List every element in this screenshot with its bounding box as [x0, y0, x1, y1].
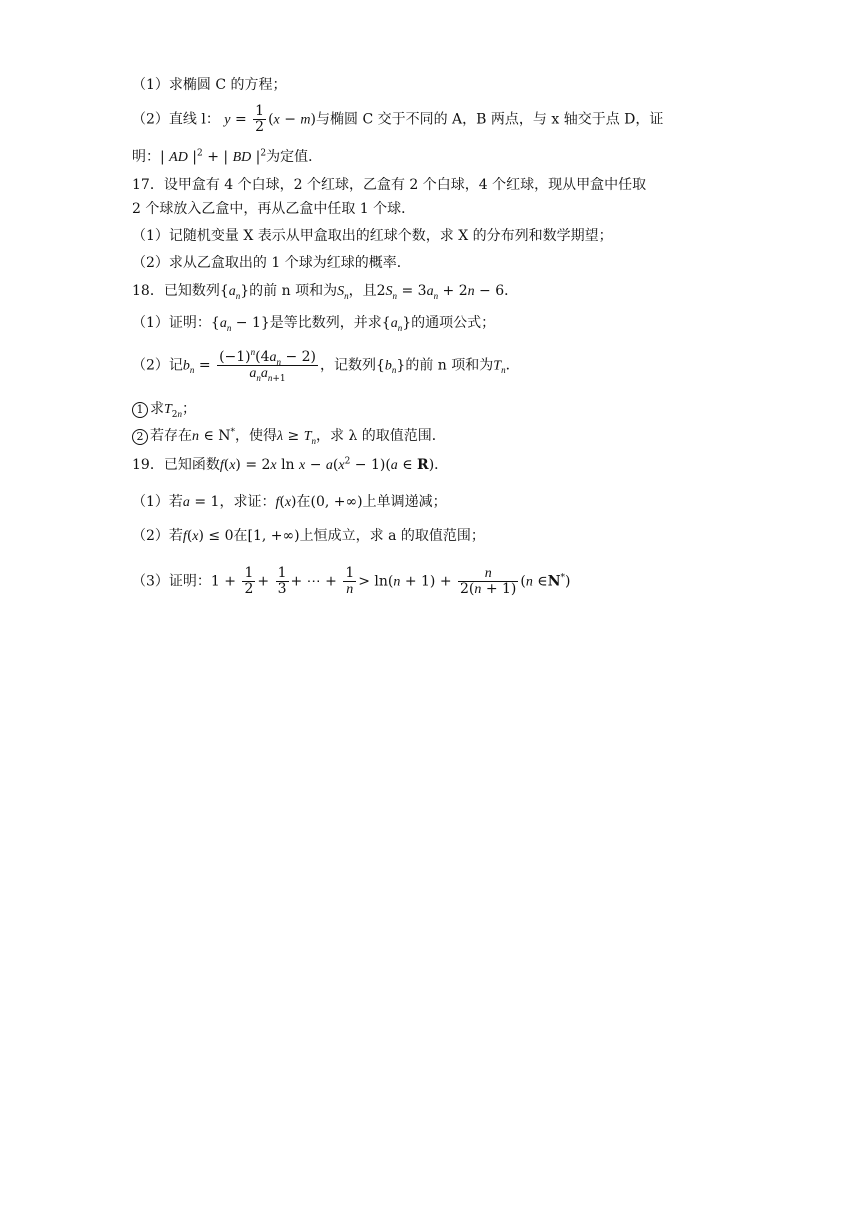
q18-sub1: 1 求$T_{2n}$；: [132, 398, 196, 421]
q19-stem: 19．已知函数f(x) = 2x $\ln x - a(x^2 - 1)(a$ ∈ R)．: [132, 456, 449, 473]
q19-part1: （1）若a = 1，求证：f(x)在(0, +∞)上单调递减；: [132, 494, 447, 510]
fraction-n-over-2n1: $\frac{n}{2(n + 1)}$: [460, 566, 517, 597]
q17-part1: （1）记随机变量 X 表示从甲盒取出的红球个数，求 X 的分布列和数学期望；: [132, 228, 613, 244]
fraction-1-3: $\frac{1}{3}$: [277, 565, 287, 597]
q17-stem: 17．设甲盒有 4 个白球，2 个红球，乙盒有 2 个白球，4 个红球，现从甲盒中任取: [132, 177, 647, 193]
fraction-bn: $\frac{(-1)^n(4a_n - 2)}{a_na_{n+1}}$: [219, 347, 316, 384]
q16-part1: （1）求椭圆 C 的方程；: [132, 77, 287, 93]
fraction-1-2: $\frac{1}{2}$: [244, 565, 254, 597]
q18-part1: （1）证明：$\{a_n - 1\}$是等比数列，并求$\{a_n\}$的通项公式；: [132, 315, 496, 333]
q16-part2-cont: 明：| AD $|^2$ + | BD $|^2$为定值．: [132, 148, 323, 165]
q19-part3: （3）证明：1 + $\frac{1}{2}$ + $\frac{1}{3}$ + ⋯ + $\frac{1}{n}$ > ln(n + 1) + $\frac{n}{2(n + 1)}$ (n ∈N*): [132, 565, 571, 597]
q17-stem-cont: 2 个球放入乙盒中，再从乙盒中任取 1 个球．: [132, 201, 416, 217]
fraction-1-n: $\frac{1}{n}$: [345, 565, 355, 597]
q17-part2: （2）求从乙盒取出的 1 个球为红球的概率．: [132, 255, 411, 271]
fraction-one-half: $\frac{1}{2}$: [255, 103, 265, 135]
q18-part2: （2）记$b_n$ = $\frac{(-1)^n(4a_n - 2)}{a_na_{n+1}}$ ，记数列$\{b_n\}$的前 n 项和为$T_n$．: [132, 347, 520, 384]
q19-part2: （2）若f(x) ≤ 0在[1, +∞)上恒成立，求 a 的取值范围；: [132, 528, 485, 544]
circled-number-1: 1: [132, 402, 148, 418]
circled-number-2: 2: [132, 429, 148, 445]
q18-stem: 18．已知数列$\{a_n\}$的前 n 项和为$S_n$，且$2S_n = 3a_n + 2n - 6$．: [132, 283, 519, 301]
q18-sub2: 2 若存在n ∈ N*，使得$\lambda \ge T_n$，求 λ 的取值范围．: [132, 425, 446, 448]
q16-part2: （2）直线 l： y = $\frac{1}{2}$ (x − m)与椭圆 C 交于不同的 A，B 两点，与 x 轴交于点 D，证: [132, 103, 664, 135]
